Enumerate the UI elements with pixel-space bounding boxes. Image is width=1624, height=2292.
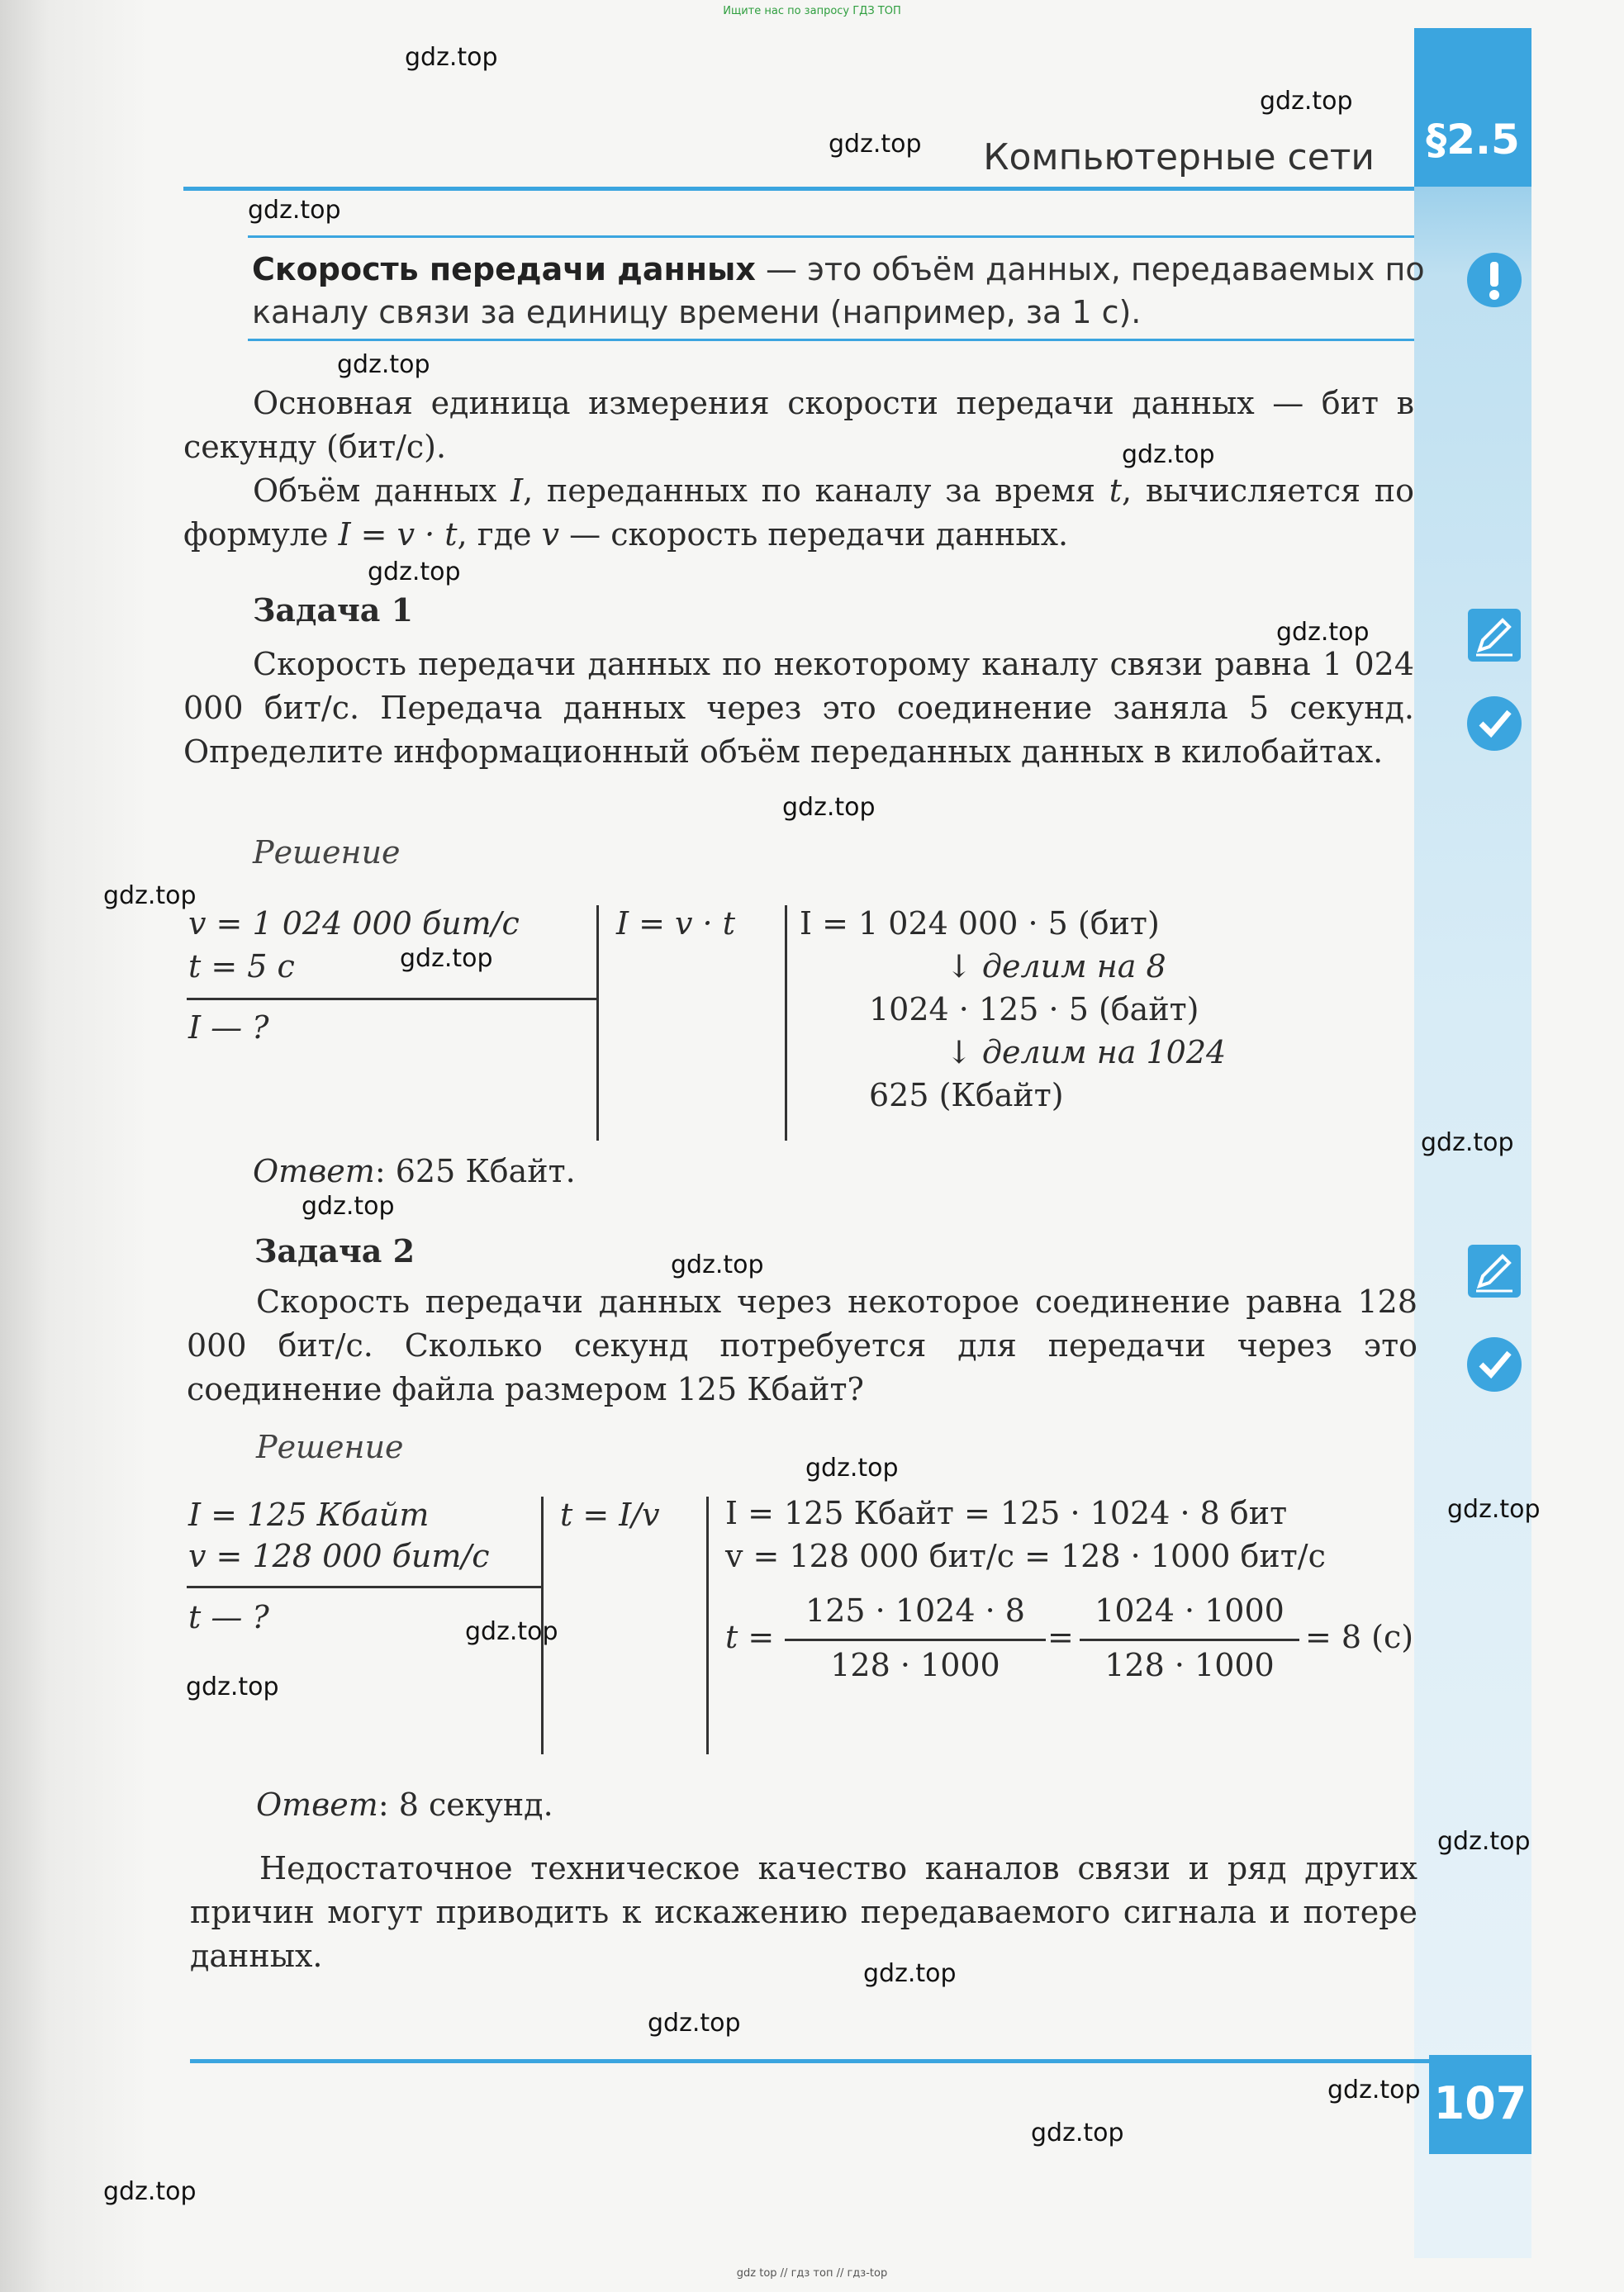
- definition-bottom-rule: [248, 339, 1414, 341]
- task2-divider-2: [706, 1497, 709, 1754]
- var-t: t: [1109, 472, 1123, 509]
- watermark: gdz.top: [1031, 2119, 1124, 2147]
- watermark: gdz.top: [186, 1673, 279, 1701]
- watermark: gdz.top: [368, 558, 461, 586]
- equals-sign: =: [1047, 1619, 1074, 1655]
- page-title: Компьютерные сети: [983, 136, 1375, 178]
- task2-step-1: I = 125 Кбайт = 125 · 1024 · 8 бит: [725, 1495, 1288, 1531]
- task1-given-v: v = 1 024 000 бит/с: [188, 905, 520, 942]
- task1-given-rule: [187, 998, 598, 1000]
- watermark: gdz.top: [805, 1454, 899, 1483]
- watermark: gdz.top: [829, 130, 922, 159]
- text-fragment: — скорость передачи данных.: [559, 516, 1069, 553]
- task2-step-2: v = 128 000 бит/с = 128 · 1000 бит/с: [725, 1538, 1326, 1574]
- header-rule: [183, 187, 1414, 191]
- fraction-1-numerator: 125 · 1024 · 8: [805, 1592, 1025, 1629]
- task1-given-t: t = 5 с: [188, 948, 295, 985]
- task1-step-5: 625 (Кбайт): [869, 1077, 1064, 1113]
- task2-answer: [256, 1787, 553, 1823]
- text-fragment: , переданных по каналу за время: [523, 472, 1109, 509]
- watermark: gdz.top: [1260, 87, 1353, 116]
- task2-find: t — ?: [188, 1599, 269, 1635]
- task2-given-v: v = 128 000 бит/с: [188, 1538, 490, 1574]
- watermark: gdz.top: [248, 196, 341, 225]
- answer-label: Ответ: [256, 1787, 378, 1823]
- text-fragment: , где: [457, 516, 542, 553]
- task1-step-1: I = 1 024 000 · 5 (бит): [800, 905, 1160, 942]
- watermark: gdz.top: [1122, 440, 1215, 469]
- task2-solution-label: Решение: [256, 1429, 404, 1465]
- watermark: gdz.top: [302, 1192, 395, 1221]
- task1-divider-1: [596, 905, 599, 1141]
- answer-value: : 8 секунд.: [378, 1787, 553, 1823]
- watermark: gdz.top: [1437, 1827, 1531, 1856]
- fraction-2-denominator: 128 · 1000: [1104, 1647, 1275, 1683]
- paragraph-closing: Недостаточное техническое качество каналов связи и ряд других причин могут приводить к искажению передаваемого сигнала и потере данных.: [190, 1850, 1417, 1974]
- task1-find: I — ?: [188, 1009, 269, 1046]
- page-number: 107: [1433, 2077, 1527, 2129]
- definition-text: — это объём данных, передаваемых по каналу связи за единицу времени (например, за 1 с).: [252, 251, 1425, 330]
- fraction-1-denominator: 128 · 1000: [830, 1647, 1000, 1683]
- task1-step-2: ↓ делим на 8: [946, 948, 1166, 985]
- task1-answer: [253, 1153, 576, 1189]
- watermark: gdz.top: [1421, 1128, 1514, 1157]
- task1-divider-2: [785, 905, 787, 1141]
- task2-text: Скорость передачи данных через некоторое соединение равна 128 000 бит/с. Сколько секунд потребуется для передачи через это соединение файла размером 125 Кбайт?: [187, 1284, 1417, 1407]
- watermark: gdz.top: [671, 1250, 764, 1279]
- task1-title: Задача 1: [253, 591, 414, 629]
- pencil-icon: [1466, 1243, 1522, 1299]
- task2-given-I: I = 125 Кбайт: [188, 1497, 430, 1533]
- task1-formula: I = v · t: [616, 905, 735, 942]
- watermark: gdz.top: [337, 350, 430, 379]
- watermark: gdz.top: [1276, 618, 1370, 647]
- text-fragment: Объём данных: [253, 472, 511, 509]
- definition-top-rule: [248, 235, 1414, 238]
- watermark: gdz.top: [648, 2009, 741, 2038]
- task2-given-rule: [187, 1586, 542, 1588]
- watermark: gdz.top: [103, 881, 197, 910]
- watermark: gdz.top: [1447, 1495, 1541, 1524]
- top-note: Ищите нас по запросу ГДЗ ТОП: [723, 5, 901, 17]
- paragraph-formula: [183, 469, 1414, 557]
- task2-t-lhs: t =: [725, 1619, 775, 1655]
- watermark: gdz.top: [400, 944, 493, 973]
- footer-rule: [190, 2059, 1429, 2063]
- task2-title: Задача 2: [254, 1232, 415, 1269]
- formula-inline: I = v · t: [338, 516, 458, 553]
- check-icon: [1466, 695, 1522, 752]
- text-fragment: , вычисляется по формуле: [183, 472, 1415, 553]
- definition-box: [252, 248, 1425, 334]
- watermark: gdz.top: [405, 43, 498, 72]
- answer-label: Ответ: [253, 1153, 375, 1189]
- check-icon: [1466, 1336, 1522, 1393]
- paragraph-unit: Основная единица измерения скорости передачи данных — бит в секунду (бит/с).: [183, 385, 1414, 465]
- watermark: gdz.top: [465, 1617, 558, 1646]
- definition-term: Скорость передачи данных: [252, 251, 756, 287]
- pencil-icon: [1466, 607, 1522, 663]
- section-label: §2.5: [1426, 116, 1520, 164]
- exclamation-icon: [1466, 252, 1522, 308]
- var-I: I: [510, 472, 524, 509]
- watermark: gdz.top: [863, 1959, 957, 1988]
- bottom-note: gdz top // гдз топ // гдз-top: [736, 2267, 888, 2280]
- var-v: v: [541, 516, 560, 553]
- fraction-1-bar: [785, 1639, 1046, 1641]
- watermark: gdz.top: [103, 2177, 197, 2206]
- task1-step-3: 1024 · 125 · 5 (байт): [869, 991, 1199, 1027]
- task1-step-4: ↓ делим на 1024: [946, 1034, 1227, 1070]
- task1-text: Скорость передачи данных по некоторому каналу связи равна 1 024 000 бит/с. Передача данных через это соединение заняла 5 секунд. Определите информационный объём переданных данных в килобайтах.: [183, 646, 1414, 770]
- fraction-2-numerator: 1024 · 1000: [1095, 1592, 1284, 1629]
- task2-formula: t = I/v: [560, 1497, 660, 1533]
- answer-value: : 625 Кбайт.: [374, 1153, 576, 1189]
- watermark: gdz.top: [1327, 2076, 1421, 2105]
- task2-result: = 8 (с): [1305, 1619, 1414, 1655]
- fraction-2-bar: [1080, 1639, 1299, 1641]
- task1-solution-label: Решение: [253, 834, 401, 871]
- watermark: gdz.top: [782, 793, 876, 822]
